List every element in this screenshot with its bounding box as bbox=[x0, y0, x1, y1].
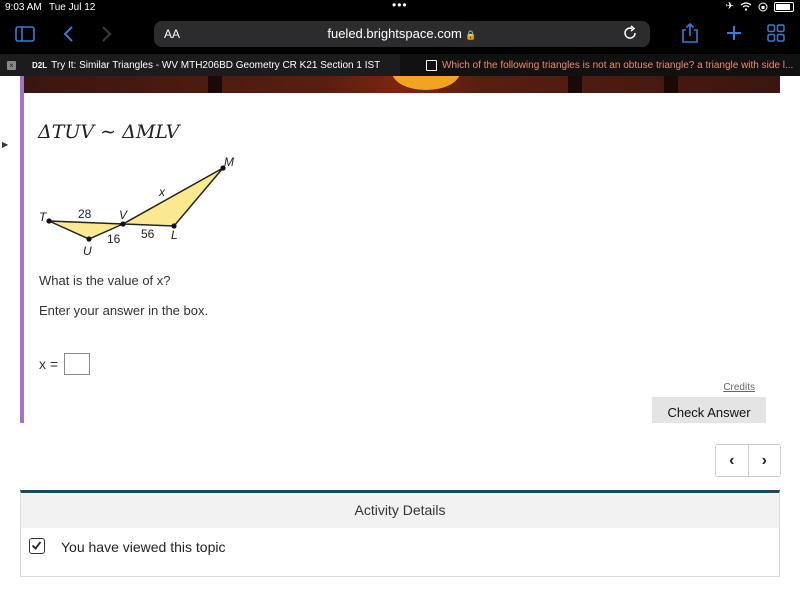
status-bar bbox=[0, 0, 800, 16]
sunset-banner-image bbox=[24, 76, 780, 93]
checkmark-icon bbox=[30, 539, 43, 552]
status-time: 9:03 AM bbox=[5, 2, 42, 13]
vertex-v-label: V bbox=[119, 208, 128, 222]
url-text: fueled.brightspace.com bbox=[327, 26, 462, 41]
answer-label: x = bbox=[39, 356, 59, 372]
next-topic-button[interactable] bbox=[748, 445, 781, 476]
close-tab-icon[interactable]: × bbox=[7, 61, 16, 70]
activity-details-title: Activity Details bbox=[21, 493, 779, 528]
status-date: Tue Jul 12 bbox=[49, 2, 96, 13]
browser-toolbar bbox=[0, 16, 800, 54]
vertex-t-label: T bbox=[39, 210, 47, 224]
activity-details-panel bbox=[20, 490, 780, 577]
viewed-checkbox[interactable] bbox=[29, 538, 45, 554]
battery-icon bbox=[774, 2, 794, 12]
activity-item-label: You have viewed this topic bbox=[61, 539, 226, 555]
tab-strip bbox=[0, 54, 800, 76]
content-accent-bar bbox=[20, 76, 24, 423]
question-text: What is the value of x? bbox=[39, 273, 171, 288]
sidebar-icon[interactable] bbox=[15, 26, 35, 42]
chevron-right-icon: › bbox=[761, 451, 767, 469]
address-bar[interactable] bbox=[154, 21, 650, 47]
wifi-icon bbox=[740, 2, 752, 11]
page-gutter bbox=[0, 76, 20, 600]
vertex-u-dot bbox=[86, 236, 91, 241]
vertex-m-label: M bbox=[224, 155, 234, 169]
side-tv-label: 28 bbox=[78, 207, 92, 221]
back-icon[interactable] bbox=[62, 25, 74, 43]
lock-rotation-icon bbox=[758, 2, 768, 12]
tab-overview-icon[interactable] bbox=[767, 24, 785, 42]
check-answer-button[interactable]: Check Answer bbox=[652, 397, 766, 423]
multitask-dots[interactable]: ••• bbox=[392, 0, 408, 12]
new-tab-icon[interactable] bbox=[725, 24, 743, 42]
vertex-l-label: L bbox=[171, 228, 178, 242]
url-field[interactable] bbox=[154, 26, 650, 41]
vertex-u-label: U bbox=[83, 244, 92, 258]
previous-topic-button[interactable] bbox=[716, 445, 748, 476]
side-vm-label: x bbox=[159, 185, 165, 199]
vertex-t-dot bbox=[46, 218, 51, 223]
similarity-statement: ΔTUV ∼ ΔMLV bbox=[38, 121, 180, 143]
status-icons bbox=[726, 1, 794, 12]
share-icon[interactable] bbox=[681, 22, 699, 44]
answer-input[interactable] bbox=[64, 353, 90, 375]
airplane-icon: ✈ bbox=[725, 1, 734, 12]
tab-obtuse-triangle[interactable] bbox=[400, 54, 800, 76]
chevron-left-icon: ‹ bbox=[729, 451, 735, 469]
text-size-button[interactable]: AA bbox=[164, 27, 181, 41]
triangle-mlv bbox=[123, 168, 223, 226]
side-uv-label: 16 bbox=[107, 232, 121, 246]
d2l-favicon: D2L bbox=[32, 60, 48, 70]
instruction-text: Enter your answer in the box. bbox=[39, 303, 209, 318]
favicon-icon bbox=[426, 60, 437, 71]
tab-similar-triangles[interactable] bbox=[0, 54, 398, 76]
topic-navigation bbox=[715, 444, 781, 477]
reload-icon[interactable] bbox=[622, 25, 638, 41]
forward-icon[interactable] bbox=[101, 25, 113, 43]
side-vl-label: 56 bbox=[141, 227, 155, 241]
vertex-v-dot bbox=[120, 221, 125, 226]
tab-label: Try It: Similar Triangles - WV MTH206BD Geometry CR K21 Section 1 IST bbox=[51, 59, 381, 71]
expand-arrow-icon[interactable]: ▶ bbox=[2, 140, 9, 149]
triangle-diagram bbox=[30, 150, 260, 260]
tab-label: Which of the following triangles is not an obtuse triangle? a triangle with side l... bbox=[442, 59, 794, 71]
credits-link[interactable]: Credits bbox=[723, 382, 755, 393]
lock-icon: 🔒 bbox=[465, 30, 477, 40]
activity-item bbox=[21, 528, 779, 574]
